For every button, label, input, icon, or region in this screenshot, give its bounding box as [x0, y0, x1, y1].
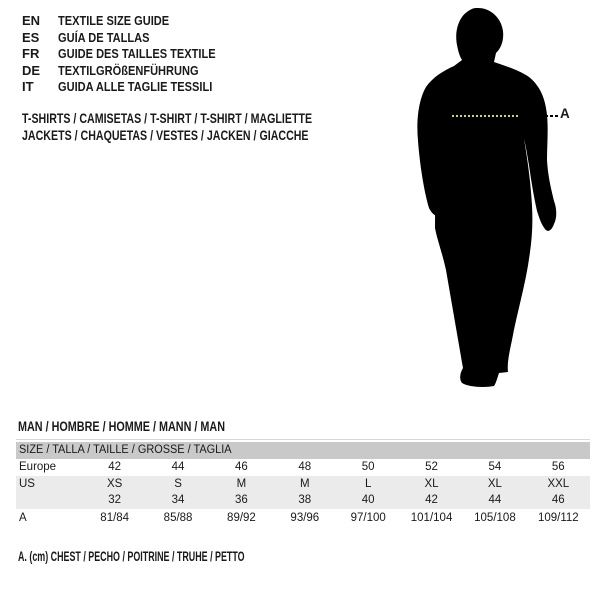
language-row: [22, 30, 243, 47]
size-cell: 105/108: [474, 512, 516, 524]
size-cell: S: [174, 478, 182, 490]
guide-title: GUIDA ALLE TAGLIE TESSILI: [58, 79, 213, 95]
size-cell: 42: [425, 494, 438, 506]
language-code: ES: [22, 29, 40, 45]
size-cell: 40: [361, 494, 375, 506]
size-cell: XS: [107, 478, 123, 490]
size-cell: 81/84: [100, 512, 130, 524]
language-row: [22, 46, 243, 63]
garment-types: [22, 110, 404, 143]
language-code: DE: [22, 62, 41, 78]
garment-line-tshirts: T-SHIRTS / CAMISETAS / T-SHIRT / T-SHIRT / MAGLIETTE: [22, 110, 313, 126]
size-table-header: SIZE / TALLA / TAILLE / GRÖSSE / TAGLIA: [16, 442, 590, 459]
guide-title: GUÍA DE TALLAS: [58, 29, 150, 45]
language-code: IT: [22, 79, 34, 95]
size-cell: 56: [551, 461, 565, 473]
size-cell: 38: [298, 494, 312, 506]
table-row-chest-cm: [16, 509, 590, 527]
size-table: [16, 439, 590, 527]
table-row-europe: [16, 459, 590, 476]
size-cell: 50: [361, 461, 375, 473]
language-row: [22, 79, 243, 96]
measure-label-a: A: [560, 106, 570, 121]
language-code: EN: [22, 13, 41, 28]
size-cell: 32: [108, 494, 122, 506]
table-row-us-letters: [16, 476, 590, 492]
size-cell: 85/88: [163, 512, 193, 524]
size-cell: 44: [171, 461, 185, 473]
size-cell: 34: [171, 494, 185, 506]
language-row: [22, 63, 243, 80]
guide-title: TEXTILGRÖßENFÜHRUNG: [58, 62, 199, 78]
row-label: US: [19, 478, 35, 490]
table-top-border: [16, 439, 590, 440]
chest-measure-dashed-line: [452, 115, 518, 117]
size-cell: 42: [108, 461, 122, 473]
size-cell: XL: [424, 478, 439, 490]
garment-line-jackets: JACKETS / CHAQUETAS / VESTES / JACKEN / GIACCHE: [22, 126, 309, 143]
size-cell: 54: [488, 461, 502, 473]
table-row-us-numbers: [16, 492, 590, 509]
size-cell: L: [364, 478, 372, 490]
size-cell: 44: [488, 494, 502, 506]
size-cell: XL: [487, 478, 502, 490]
size-cell: M: [300, 478, 310, 490]
measure-footnote: A. (cm) CHEST / PECHO / POITRINE / TRUHE / PETTO: [18, 549, 245, 564]
measure-pointer-dashes: [545, 115, 558, 117]
guide-title: GUIDE DES TAILLES TEXTILE: [58, 46, 216, 62]
row-label: A: [19, 512, 27, 524]
size-cell: 52: [425, 461, 438, 473]
size-cell: M: [236, 478, 247, 490]
size-cell: 97/100: [350, 512, 386, 524]
size-cell: 46: [551, 494, 565, 506]
size-cell: 36: [235, 494, 248, 506]
size-cell: 46: [235, 461, 248, 473]
guide-title: TEXTILE SIZE GUIDE: [58, 13, 170, 28]
size-cell: 48: [298, 461, 312, 473]
row-label: [16, 492, 83, 509]
size-cell: 89/92: [227, 512, 256, 524]
language-title-list: [22, 13, 243, 96]
language-row: [22, 13, 243, 30]
language-code: FR: [22, 46, 40, 62]
size-cell: 109/112: [537, 512, 579, 524]
size-cell: XXL: [547, 478, 570, 490]
section-title-man: MAN / HOMBRE / HOMME / MANN / MAN: [18, 419, 225, 434]
row-label: Europe: [19, 461, 57, 473]
man-silhouette-image: [402, 2, 574, 395]
size-cell: 101/104: [410, 512, 453, 524]
size-cell: 93/96: [290, 512, 320, 524]
